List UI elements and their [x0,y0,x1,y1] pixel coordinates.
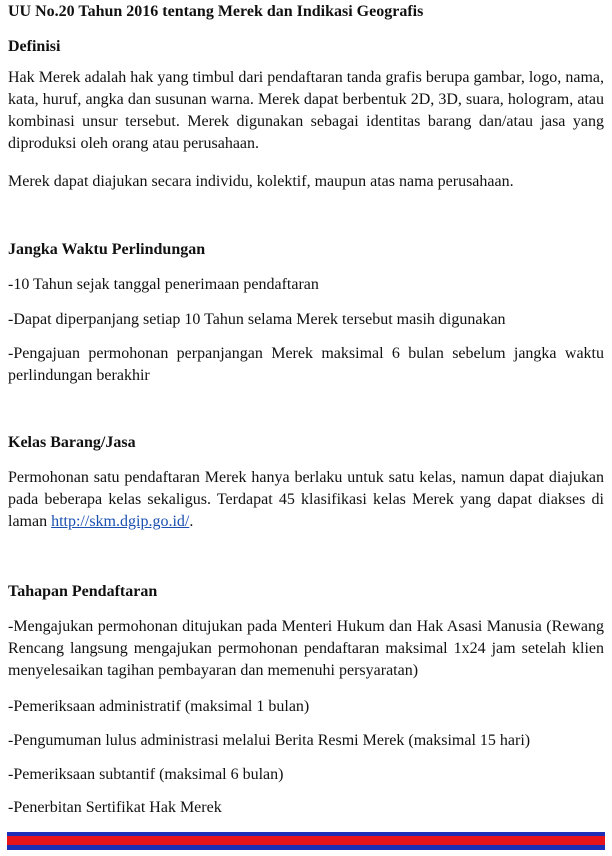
kelas-text: Permohonan satu pendaftaran Merek hanya berlaku untuk satu kelas, namun dapat diajukan pada beberapa kelas sekaligus. Terdapat 45 klasifikasi kelas Merek yang dapat diakses di laman [8,469,604,530]
heading-jangka-waktu: Jangka Waktu Perlindungan [8,241,206,258]
kelas-text-end: . [189,513,194,530]
document-title: UU No.20 Tahun 2016 tentang Merek dan Indikasi Geografis [8,3,424,20]
tahapan-item-4: -Pemeriksaan subtantif (maksimal 6 bulan) [8,766,284,783]
jangka-waktu-item-2: -Dapat diperpanjang setiap 10 Tahun selama Merek tersebut masih digunakan [8,311,506,328]
tahapan-item-3: -Pengumuman lulus administrasi melalui Berita Resmi Merek (maksimal 15 hari) [8,732,531,749]
heading-definisi: Definisi [8,38,61,55]
definisi-paragraph-1: Hak Merek adalah hak yang timbul dari pendaftaran tanda grafis berupa gambar, logo, nama, kata, huruf, angka dan susunan warna. Merek dapat berbentuk 2D, 3D, suara, hologram, atau kombinasi unsur tersebut. Merek digunakan sebagai identitas barang dan/atau jasa yang diproduksi oleh orang atau perusahaan. [8,69,604,152]
tahapan-item-2: -Pemeriksaan administratif (maksimal 1 bulan) [8,698,310,715]
footer-color-bar [7,832,605,850]
heading-tahapan: Tahapan Pendaftaran [8,583,158,600]
kelas-paragraph [8,467,604,533]
skm-dgip-link[interactable]: http://skm.dgip.go.id/ [51,513,190,530]
jangka-waktu-item-3: -Pengajuan permohonan perpanjangan Merek maksimal 6 bulan sebelum jangka waktu perlindungan berakhir [8,345,604,384]
definisi-paragraph-2: Merek dapat diajukan secara individu, kolektif, maupun atas nama perusahaan. [8,173,514,190]
tahapan-item-5: -Penerbitan Sertifikat Hak Merek [8,799,222,816]
footer-red-stripe [7,836,605,845]
jangka-waktu-item-1: -10 Tahun sejak tanggal penerimaan pendaftaran [8,276,319,293]
tahapan-item-1: -Mengajukan permohonan ditujukan pada Menteri Hukum dan Hak Asasi Manusia (Rewang Rencang langsung mengajukan permohonan pendaftaran maksimal 1x24 jam setelah klien menyelesaikan tagihan pembayaran dan memenuhi persyaratan) [8,618,604,679]
heading-kelas: Kelas Barang/Jasa [8,434,136,451]
